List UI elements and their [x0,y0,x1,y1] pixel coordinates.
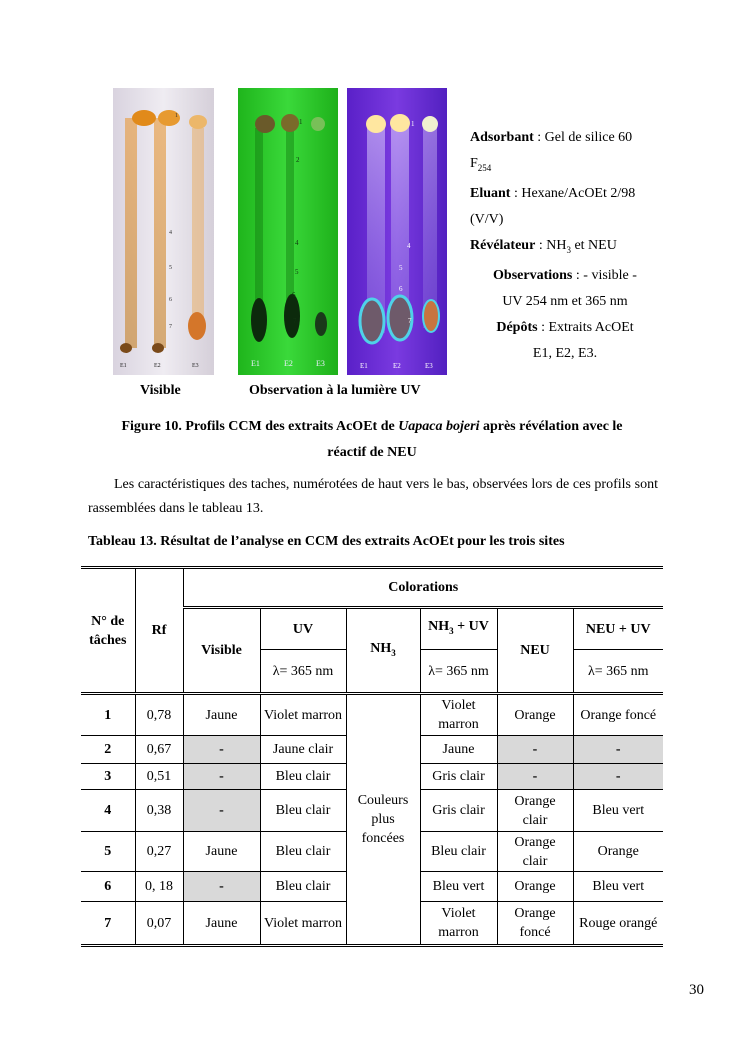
spot-number: 6 [169,297,172,303]
spot-number: 7 [293,317,297,325]
header-nh3: $NH_3$ [346,608,420,694]
page-number: 30 [689,982,704,998]
lane-label: E1 [120,363,127,369]
table-row: 7 0,07 Jaune Violet marron Violet marron Orange foncé Rouge orangé [81,902,663,946]
spot-number: 7 [408,317,412,325]
spot-number: 7 [169,324,172,330]
spot-number: 4 [169,230,172,236]
legend-observations-2: UV 254 nm et 365 nm [502,293,628,309]
lane-label: E3 [316,359,325,368]
spot-number: 1 [299,118,303,126]
legend-observations: Observations : - visible - [493,267,637,283]
label-visible: Visible [140,383,181,398]
header-neu-uv-lambda: λ= 365 nm [573,650,663,694]
table-row: 1 0,78 Jaune Violet marron Couleurs plus foncées Violet marron Orange Orange foncé [81,694,663,736]
results-table [81,566,663,947]
spot-number: 6 [399,285,403,293]
lane-label: E2 [154,363,161,369]
tlc-plate-uv254 [238,88,338,375]
legend-eluant-2: (V/V) [470,211,504,227]
header-nh3-uv-lambda: λ= 365 nm [420,650,497,694]
table-row: 5 0,27 Jaune Bleu clair Bleu clair Orange clair Orange [81,832,663,872]
table-row: 6 0, 18 - Bleu clair Bleu vert Orange Bleu vert [81,872,663,902]
table-title: Tableau 13. Résultat de l’analyse en CCM des extraits AcOEt pour les trois sites [88,534,565,549]
header-neu-uv: NEU + UV [573,608,663,650]
tlc-plate-visible [113,88,214,375]
spot-number: 1 [411,120,415,128]
table-row: 4 0,38 - Bleu clair Gris clair Orange clair Bleu vert [81,790,663,832]
spot-number: 1 [175,113,178,119]
legend-depots-2: E1, E2, E3. [532,345,598,361]
header-rf: Rf [135,568,183,694]
table-row: 2 0,67 - Jaune clair Jaune - - [81,736,663,764]
spot-number: 2 [296,156,300,164]
lane-label: E1 [360,362,368,370]
header-uv: UV [260,608,346,650]
spot-number: 5 [295,268,299,276]
lane-label: E3 [425,362,433,370]
lane-label: E1 [251,359,260,368]
header-num: N° de tâches [81,568,135,694]
legend-revelateur: Révélateur : $NH_3$ et NEU [470,237,617,255]
figure-legend [470,125,660,367]
legend-eluant: Eluant : Hexane/AcOEt 2/98 [470,185,636,201]
lane-label: E2 [393,362,401,370]
header-colorations: Colorations [183,568,663,608]
legend-adsorbant-2: $F_{254}$ [470,156,492,173]
label-uv: Observation à la lumière UV [249,383,421,398]
lane-label: E3 [192,363,199,369]
nh3-merged-cell: Couleurs plus foncées [346,694,420,946]
legend-depots: Dépôts : Extraits AcOEt [496,319,634,335]
header-nh3-uv: $NH_3$ + UV [420,608,497,650]
spot-number: 5 [169,265,172,271]
spot-number: 6 [292,291,296,299]
spot-number: 5 [399,264,403,272]
lane-label: E2 [284,359,293,368]
header-visible: Visible [183,608,260,694]
spot-number: 4 [407,242,411,250]
legend-adsorbant: Adsorbant : Gel de silice 60 [470,130,633,145]
tlc-plate-uv365 [347,88,447,375]
figure-caption: Figure 10. Profils CCM des extraits AcOEt de Uapaca bojeri après révélation avec le réactif de NEU [121,419,623,460]
spot-number: 4 [295,239,299,247]
header-uv-lambda: λ= 365 nm [260,650,346,694]
body-paragraph: Les caractéristiques des taches, numérotées de haut vers le bas, observées lors de ces profils sont rassemblées dans le tableau 13. [88,477,658,516]
table-row: 3 0,51 - Bleu clair Gris clair - - [81,764,663,790]
header-neu: NEU [497,608,573,694]
